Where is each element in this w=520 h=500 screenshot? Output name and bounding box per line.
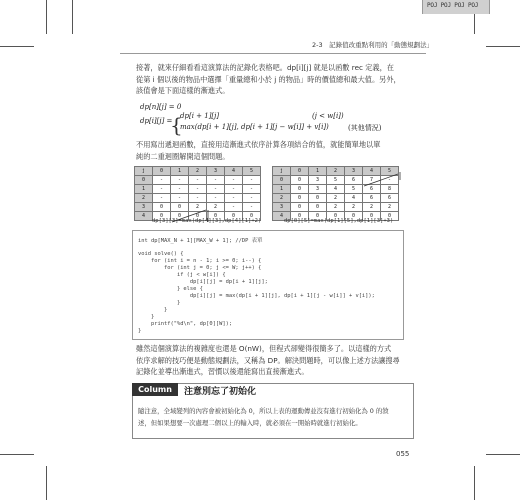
crop-mark [46, 466, 47, 500]
crop-mark [474, 466, 475, 500]
code-line: } [138, 307, 168, 313]
crop-mark [0, 46, 34, 47]
table-row: 2 0 0 2 4 6 6 [273, 194, 399, 203]
table-row: 2 - - - - - - [135, 194, 261, 203]
equation-cond2: (其他情況) [348, 124, 382, 132]
table-header-row: j 0 1 2 3 4 5 [135, 167, 261, 176]
column-badge: Column [132, 383, 178, 396]
equation-base: dp[n][j] = 0 [140, 103, 182, 111]
dp-table-right-caption: dp[0][5]=max(dp[1][5],dp[1][3]+3) [284, 218, 394, 224]
equation-case1: dp[i + 1][j] [180, 112, 220, 120]
column-text: 隨注意，全域變列的內容會被初始化為 0，所以上表的運動傳並沒有進行初始化為 0 的敘 [138, 407, 389, 415]
column-title: 注意別忘了初始化 [184, 387, 257, 397]
equation-brace: { [170, 113, 183, 137]
crop-mark [46, 0, 47, 34]
equation-case2: max(dp[i + 1][j], dp[i + 1][j − w[i]] + v[i]) [180, 123, 329, 131]
header-divider [120, 53, 426, 54]
crop-mark [0, 454, 34, 455]
table-header-row: j 0 1 2 3 4 5 [273, 167, 399, 176]
code-line: if (j < w[i]) { [138, 272, 226, 278]
code-line: void solve() { [138, 251, 184, 257]
explain-paragraph: 不用寫出遞迴函數，直接用這漸進式依序計算各項結合的值，就能簡單地以單 純的二重迴圈解開這個問題。 [136, 140, 381, 161]
dependency-arrow [364, 174, 398, 186]
equation-lhs: dp[i][j] = [140, 117, 173, 125]
page-number: 055 [396, 450, 410, 458]
crop-mark [486, 46, 520, 47]
code-line: for (int j = 0; j <= W; j++) { [138, 265, 262, 271]
running-head: 2-3 記錄值改重點利用的「動態規劃法」 [312, 41, 434, 49]
table-row: 1 - - - - - - [135, 185, 261, 194]
code-line: } [138, 300, 181, 306]
crop-mark [486, 454, 520, 455]
dp-table-left-caption: dp[3][3]=max(dp[4][3],dp[4][1]+2) [152, 218, 262, 224]
after-paragraph: 雖然這個演算法的複雜度也還是 O(nW)，但程式卻變得很簡多了。以這樣的方式 依序求解的技巧便是動態規劃法，又稱為 DP。解決問題時，可以像上述方法讓搜尋 記錄化並導出漸進式，習慣以後還能寫出直接漸進式。 [136, 344, 400, 376]
code-line: } else { [138, 286, 203, 292]
table-row: 3 0 0 2 2 2 2 [273, 203, 399, 212]
code-line: printf("%d\n", dp[0][W]); [138, 321, 233, 327]
code-line: int dp[MAX_N + 1][MAX_W + 1]; //DP 表單 [138, 238, 263, 244]
column-text: 述，但如果想要一次處理二個以上的輸入時，就必須在一開始時就進行初始化。 [138, 419, 362, 427]
table-row: 1 0 3 4 5 6 8 [273, 185, 399, 194]
table-row: 4 0 0 0 0 0 0 [135, 212, 261, 221]
equation-cond1: (j < w[i]) [312, 112, 344, 120]
table-row: 3 0 0 2 2 - - [135, 203, 261, 212]
code-line: for (int i = n - 1; i >= 0; i--) { [138, 258, 262, 264]
table-row: 4 0 0 0 0 0 0 [273, 212, 399, 221]
code-line: } [138, 314, 155, 320]
crop-mark [72, 0, 73, 34]
section-tab-label: POJ POJ POJ POJ [427, 2, 479, 9]
table-row: 0 0 3 5 6 7 - [273, 176, 399, 185]
intro-paragraph: 接著，就來仔細看看這演算法的記錄化表格吧。dp[i][j] 就是以函數 rec 定義，在 從第 i 個以後的物品中選擇「重量總和小於 j 的物品」時的價值總和最大值。另外， 該值會是下面這樣的漸進式。 [136, 63, 401, 95]
code-line: dp[i][j] = dp[i + 1][j]; [138, 279, 268, 285]
code-line: dp[i][j] = max(dp[i + 1][j], dp[i + 1][j - w[i]] + v[i]); [138, 293, 375, 299]
code-line: } [138, 328, 142, 334]
table-row: 0 - - - - - - [135, 176, 261, 185]
